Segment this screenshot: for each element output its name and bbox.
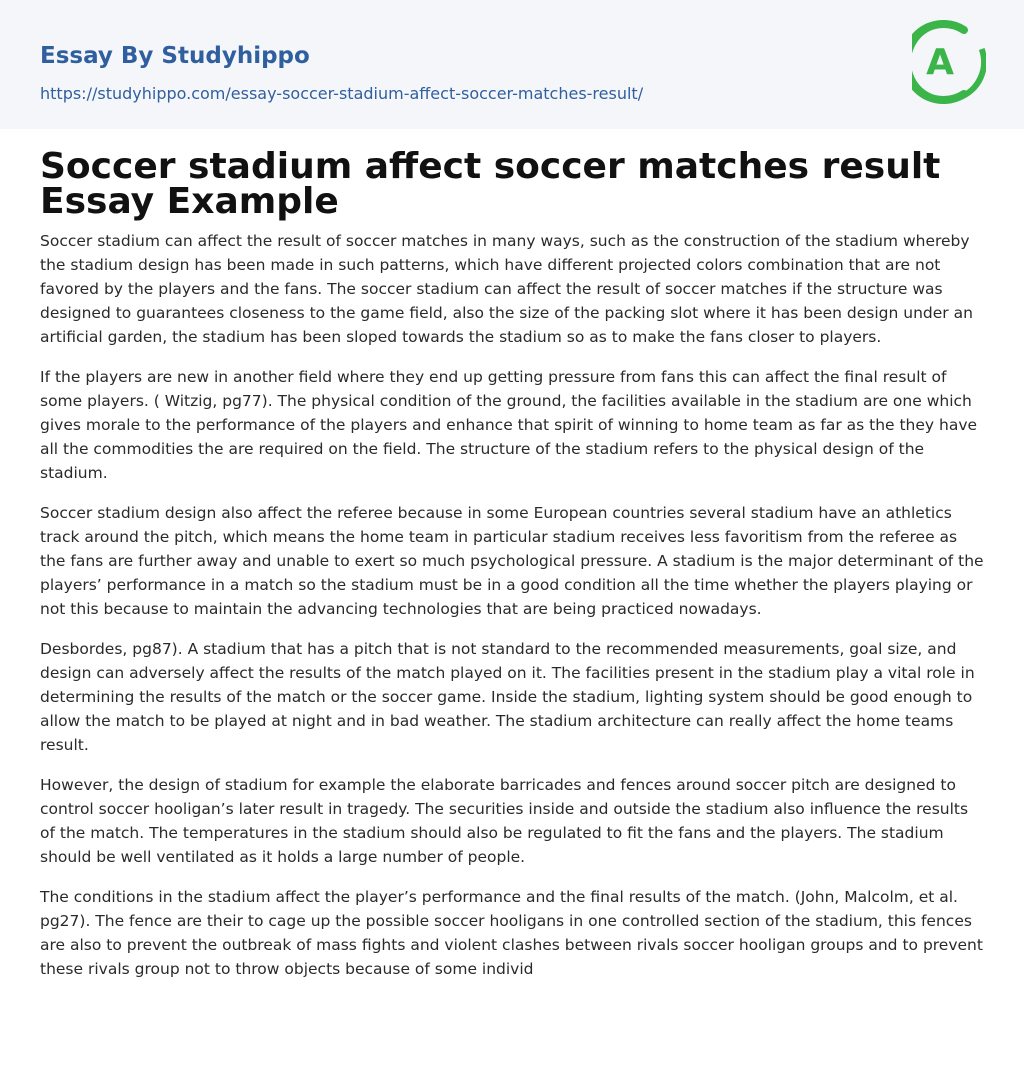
essay-paragraph: Desbordes, pg87). A stadium that has a pitch that is not standard to the recommended measurements, goal size, and design can adversely affect the results of the match played on it. The facilities present in the stadium play a vital role in determining the results of the match or the soccer game. Inside the stadium, lighting system should be good enough to allow the match to be played at night and in bad weather. The stadium architecture can really affect the home teams result. xyxy=(40,640,975,754)
essay-body xyxy=(40,229,986,997)
essay-paragraph: Soccer stadium can affect the result of soccer matches in many ways, such as the construction of the stadium whereby the stadium design has been made in such patterns, which have different projected colors combination that are not favored by the players and the fans. The soccer stadium can affect the result of soccer matches if the structure was designed to guarantees closeness to the game field, also the size of the packing slot where it has been design under an artificial garden, the stadium has been sloped towards the stadium so as to make the fans closer to players. xyxy=(40,232,973,346)
essay-title: Soccer stadium affect soccer matches result Essay Example xyxy=(40,146,941,222)
essay-paragraph: The conditions in the stadium affect the player’s performance and the final results of the match. (John, Malcolm, et al. pg27). The fence are their to cage up the possible soccer hooligans in one controlled section of the stadium, this fences are also to prevent the outbreak of mass fights and violent clashes between rivals soccer hooligan groups and to prevent these rivals group not to throw objects because of some individ xyxy=(40,888,983,978)
site-brand[interactable]: Essay By Studyhippo xyxy=(40,43,310,69)
essay-paragraph: Soccer stadium design also affect the referee because in some European countries several stadium have an athletics track around the pitch, which means the home team in particular stadium receives less favoritism from the referee as the fans are further away and unable to exert so much psychological pressure. A stadium is the major determinant of the players’ performance in a match so the stadium must be in a good condition all the time whether the players playing or not this because to maintain the advancing technologies that are being practiced nowadays. xyxy=(40,504,984,618)
essay-paragraph: If the players are new in another field where they end up getting pressure from fans this can affect the final result of some players. ( Witzig, pg77). The physical condition of the ground, the facilities available in the stadium are one which gives morale to the performance of the players and enhance that spirit of winning to home team as far as the they have all the commodities the are required on the field. The structure of the stadium refers to the physical design of the stadium. xyxy=(40,368,978,482)
logo-letter: A xyxy=(926,42,954,83)
source-url-link[interactable]: https://studyhippo.com/essay-soccer-stadium-affect-soccer-matches-result/ xyxy=(40,84,644,103)
essay-paragraph: However, the design of stadium for example the elaborate barricades and fences around soccer pitch are designed to control soccer hooligan’s later result in tragedy. The securities inside and outside the stadium also influence the results of the match. The temperatures in the stadium should also be regulated to fit the fans and the players. The stadium should be well ventilated as it holds a large number of people. xyxy=(40,776,969,866)
